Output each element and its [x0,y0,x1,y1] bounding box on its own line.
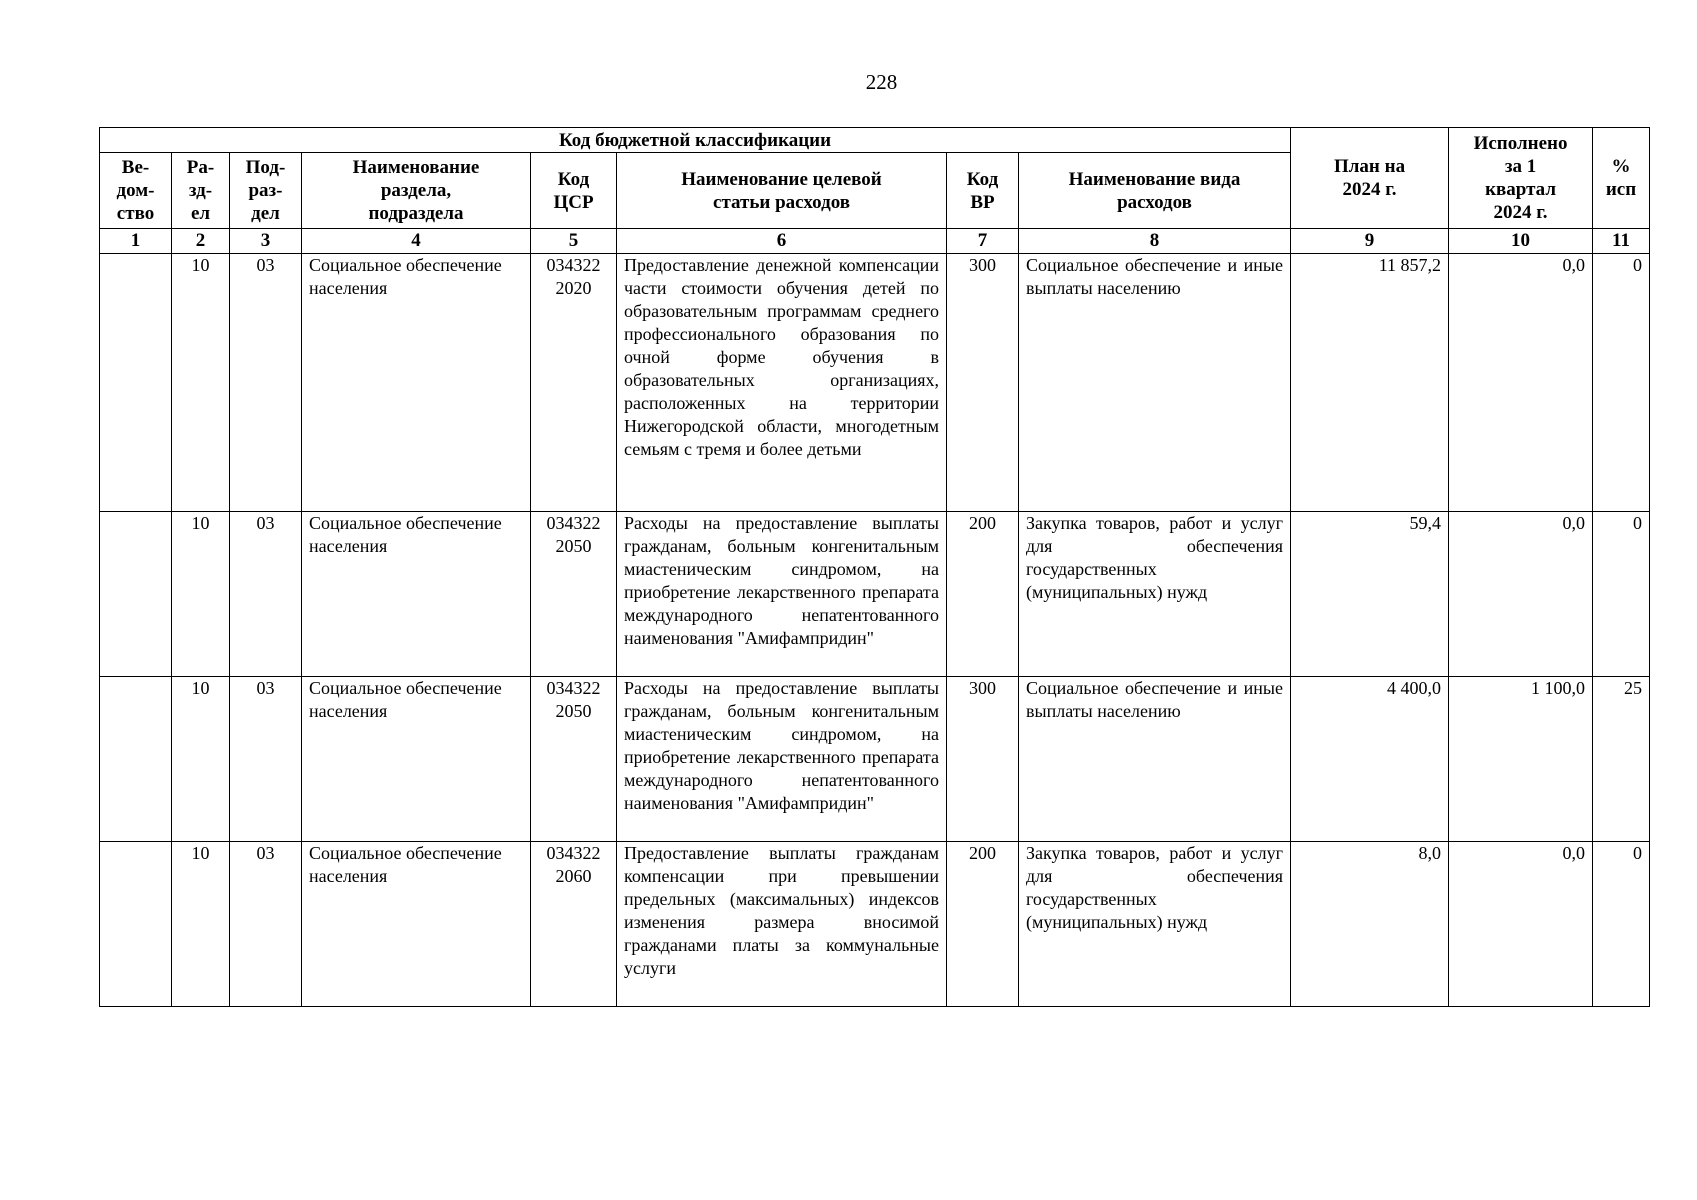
header-col-percent: % исп [1593,128,1650,229]
cell-vr-name: Социальное обеспечение и иные выплаты населению [1019,677,1291,842]
cell-vedomstvo [100,677,172,842]
cell-plan: 59,4 [1291,512,1449,677]
cell-razdel: 10 [172,512,230,677]
cell-done: 0,0 [1449,254,1593,512]
cell-podrazdel: 03 [230,254,302,512]
cell-percent: 0 [1593,254,1650,512]
cell-vedomstvo [100,512,172,677]
cell-plan: 4 400,0 [1291,677,1449,842]
cell-vr: 200 [947,512,1019,677]
header-col-vr-name: Наименование вида расходов [1019,153,1291,229]
header-col-plan: План на 2024 г. [1291,128,1449,229]
cell-csr-name: Расходы на предоставление выплаты гражданам, больным конгенитальным миастеническим синдромом, на приобретение лекарственного препарата международного непатентованного наименования "Амифампридин" [617,677,947,842]
column-number: 1 [100,229,172,254]
cell-vr-name: Социальное обеспечение и иные выплаты населению [1019,254,1291,512]
cell-vr: 200 [947,842,1019,1007]
header-col-done: Исполнено за 1 квартал 2024 г. [1449,128,1593,229]
cell-percent: 0 [1593,842,1650,1007]
column-number: 3 [230,229,302,254]
column-number: 8 [1019,229,1291,254]
cell-percent: 0 [1593,512,1650,677]
cell-csr: 034322 2060 [531,842,617,1007]
cell-podrazdel: 03 [230,677,302,842]
cell-razdel: 10 [172,677,230,842]
header-col-podrazdel: Под- раз- дел [230,153,302,229]
column-number: 2 [172,229,230,254]
cell-vr: 300 [947,677,1019,842]
cell-csr: 034322 2050 [531,512,617,677]
cell-csr: 034322 2020 [531,254,617,512]
cell-razdel-name: Социальное обеспечение населения [302,254,531,512]
column-number: 9 [1291,229,1449,254]
column-number: 4 [302,229,531,254]
cell-vedomstvo [100,842,172,1007]
table-row [100,677,1650,842]
cell-csr-name: Предоставление денежной компенсации части стоимости обучения детей по образовательным программам среднего профессионального образования по очной форме обучения в образовательных организациях, расположенных на территории Нижегородской области, многодетным семьям с тремя и более детьми [617,254,947,512]
column-number: 11 [1593,229,1650,254]
cell-vedomstvo [100,254,172,512]
header-group-row [100,128,1650,153]
cell-csr: 034322 2050 [531,677,617,842]
cell-razdel-name: Социальное обеспечение населения [302,677,531,842]
column-number: 10 [1449,229,1593,254]
column-number: 5 [531,229,617,254]
cell-plan: 8,0 [1291,842,1449,1007]
column-number-row [100,229,1650,254]
cell-percent: 25 [1593,677,1650,842]
column-number: 7 [947,229,1019,254]
header-col-csr-name: Наименование целевой статьи расходов [617,153,947,229]
header-col-razdel-name: Наименование раздела, подраздела [302,153,531,229]
header-budget-classification: Код бюджетной классификации [100,128,1291,153]
cell-razdel: 10 [172,842,230,1007]
cell-done: 1 100,0 [1449,677,1593,842]
table-row [100,512,1650,677]
header-col-vr: Код ВР [947,153,1019,229]
cell-csr-name: Предоставление выплаты гражданам компенсации при превышении предельных (максимальных) индексов изменения размера вносимой гражданами платы за коммунальные услуги [617,842,947,1007]
cell-vr-name: Закупка товаров, работ и услуг для обеспечения государственных (муниципальных) нужд [1019,512,1291,677]
budget-table [99,127,1650,1007]
cell-razdel: 10 [172,254,230,512]
cell-podrazdel: 03 [230,512,302,677]
header-col-vedomstvo: Ве- дом- ство [100,153,172,229]
cell-podrazdel: 03 [230,842,302,1007]
page-number: 228 [865,70,898,94]
header-col-razdel: Ра- зд- ел [172,153,230,229]
cell-done: 0,0 [1449,512,1593,677]
table-row [100,254,1650,512]
cell-plan: 11 857,2 [1291,254,1449,512]
column-number: 6 [617,229,947,254]
cell-razdel-name: Социальное обеспечение населения [302,512,531,677]
header-col-csr: Код ЦСР [531,153,617,229]
table-row [100,842,1650,1007]
cell-vr-name: Закупка товаров, работ и услуг для обеспечения государственных (муниципальных) нужд [1019,842,1291,1007]
cell-csr-name: Расходы на предоставление выплаты гражданам, больным конгенитальным миастеническим синдромом, на приобретение лекарственного препарата международного непатентованного наименования "Амифампридин" [617,512,947,677]
cell-vr: 300 [947,254,1019,512]
cell-razdel-name: Социальное обеспечение населения [302,842,531,1007]
cell-done: 0,0 [1449,842,1593,1007]
